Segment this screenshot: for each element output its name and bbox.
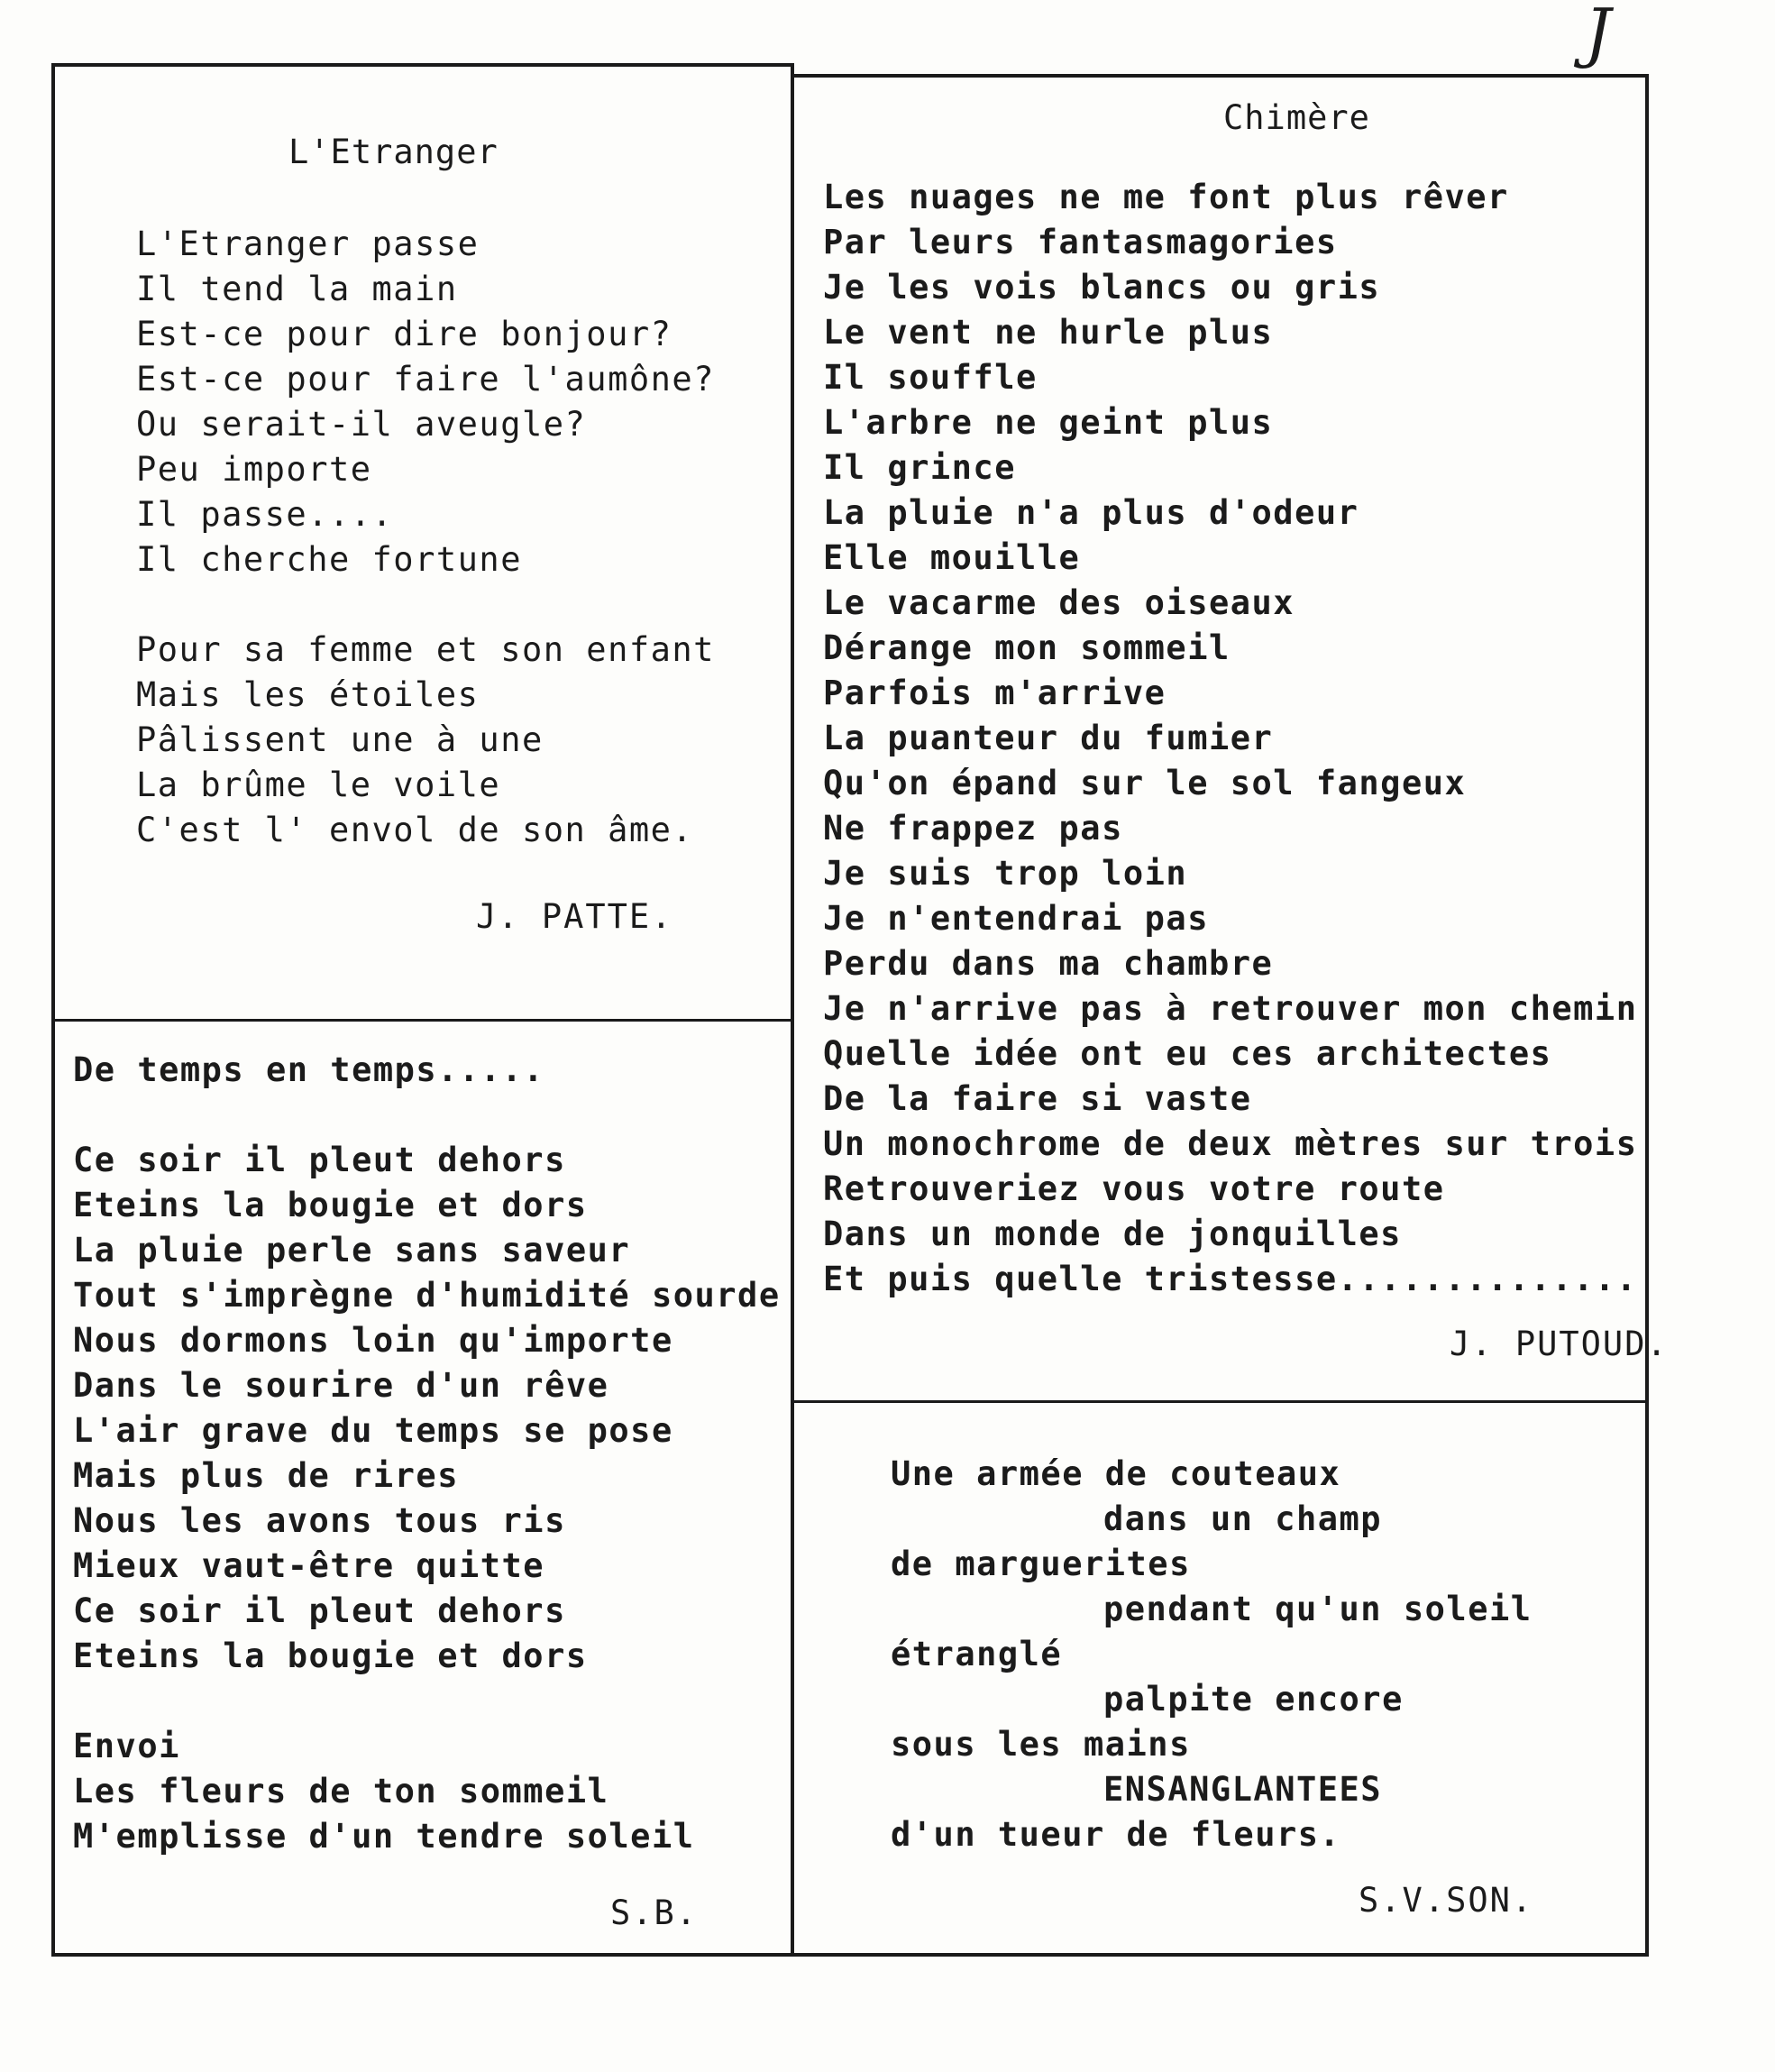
poem-line: Tout s'imprègne d'humidité sourde [73, 1276, 781, 1315]
poem-lines [136, 222, 715, 853]
poem-line: Quelle idée ont eu ces architectes [823, 1034, 1552, 1073]
poem-line: Dérange mon sommeil [823, 628, 1231, 667]
poem-line: Elle mouille [823, 538, 1081, 577]
poem-author: J. PUTOUD. [1450, 1325, 1669, 1363]
frame-right [1645, 74, 1649, 1957]
poem-line: Les fleurs de ton sommeil [73, 1772, 609, 1811]
poem-chimere [794, 78, 1669, 1400]
stanza-break [73, 1093, 781, 1138]
poem-line: Il passe.... [136, 495, 394, 534]
poem-line: Il cherche fortune [136, 540, 522, 579]
poem-line: Retrouveriez vous votre route [823, 1169, 1445, 1208]
poem-line: Le vacarme des oiseaux [823, 583, 1295, 622]
poem-line: Est-ce pour dire bonjour? [136, 315, 672, 353]
poem-line: L'arbre ne geint plus [823, 403, 1274, 442]
poem-line: Mais plus de rires [73, 1456, 459, 1495]
poem-line: La brûme le voile [136, 766, 501, 804]
poem-line: Il grince [823, 448, 1016, 487]
stanza-break [73, 1679, 781, 1724]
poem-line: De temps en temps..... [73, 1050, 545, 1089]
poem-line: Ce soir il pleut dehors [73, 1591, 566, 1630]
poem-de-temps-en-temps [51, 1022, 791, 1953]
poem-line: La pluie n'a plus d'odeur [823, 493, 1359, 532]
poem-line: Eteins la bougie et dors [73, 1186, 588, 1224]
poem-title: Chimère [1223, 98, 1370, 137]
poem-line: Peu importe [136, 450, 372, 489]
poem-line: Dans le sourire d'un rêve [73, 1366, 609, 1405]
poem-line: Je suis trop loin [823, 854, 1188, 893]
poem-line: Je n'arrive pas à retrouver mon chemin [823, 989, 1638, 1028]
poem-line: palpite encore [1103, 1680, 1404, 1719]
poem-line: étranglé [891, 1635, 1063, 1673]
poem-line: C'est l' envol de son âme. [136, 811, 694, 849]
poem-line: Pâlissent une à une [136, 720, 544, 759]
poem-line: Et puis quelle tristesse.............. [823, 1260, 1638, 1298]
poem-line: Parfois m'arrive [823, 674, 1167, 712]
poem-etranger [51, 63, 791, 1019]
poem-line: Nous dormons loin qu'importe [73, 1321, 673, 1360]
poem-grid [51, 63, 1669, 1957]
poem-line: Perdu dans ma chambre [823, 944, 1274, 983]
poem-line: Mieux vaut-être quitte [73, 1546, 545, 1585]
poem-author: S.B. [610, 1893, 699, 1932]
poem-line: La puanteur du fumier [823, 719, 1274, 757]
poem-lines [73, 1048, 781, 1859]
poem-line: Envoi [73, 1727, 180, 1765]
poem-line: Ne frappez pas [823, 809, 1123, 848]
poem-line: Pour sa femme et son enfant [136, 630, 715, 669]
poem-lines [891, 1452, 1533, 1857]
poem-line: Eteins la bougie et dors [73, 1637, 588, 1675]
poem-line: ENSANGLANTEES [1103, 1770, 1383, 1809]
poem-line: Un monochrome de deux mètres sur trois [823, 1124, 1638, 1163]
poem-line: Je les vois blancs ou gris [823, 268, 1381, 307]
poem-line: Ou serait-il aveugle? [136, 405, 587, 444]
poem-title: L'Etranger [288, 133, 499, 171]
poem-line: Dans un monde de jonquilles [823, 1215, 1402, 1253]
poem-line: de marguerites [891, 1545, 1191, 1583]
poem-author: S.V.SON. [1359, 1881, 1534, 1920]
poem-line: Il tend la main [136, 270, 458, 308]
poem-line: sous les mains [891, 1725, 1191, 1764]
poem-line: d'un tueur de fleurs. [891, 1815, 1341, 1854]
poem-line: Nous les avons tous ris [73, 1501, 566, 1540]
poem-line: De la faire si vaste [823, 1079, 1252, 1118]
poem-line: Par leurs fantasmagories [823, 223, 1338, 261]
poem-armee-de-couteaux [794, 1403, 1645, 1953]
frame-bottom [51, 1953, 1649, 1957]
poem-line: Il souffle [823, 358, 1038, 397]
poem-line: Les nuages ne me font plus rêver [823, 178, 1509, 216]
poem-line: Est-ce pour faire l'aumône? [136, 360, 715, 399]
poem-line: dans un champ [1103, 1499, 1383, 1538]
poem-lines [823, 175, 1637, 1302]
poem-line: L'air grave du temps se pose [73, 1411, 673, 1450]
poem-line: La pluie perle sans saveur [73, 1231, 631, 1270]
stanza-break [136, 582, 715, 628]
poem-line: Le vent ne hurle plus [823, 313, 1274, 352]
poem-line: L'Etranger passe [136, 225, 480, 263]
poem-line: pendant qu'un soleil [1103, 1590, 1533, 1628]
page-mark: J [1585, 0, 1611, 70]
poem-line: M'emplisse d'un tendre soleil [73, 1817, 695, 1856]
poem-line: Une armée de couteaux [891, 1454, 1341, 1493]
poem-line: Mais les étoiles [136, 675, 480, 714]
poem-line: Je n'entendrai pas [823, 899, 1209, 938]
poem-author: J. PATTE. [476, 897, 673, 936]
poem-line: Qu'on épand sur le sol fangeux [823, 764, 1467, 802]
poem-line: Ce soir il pleut dehors [73, 1141, 566, 1179]
